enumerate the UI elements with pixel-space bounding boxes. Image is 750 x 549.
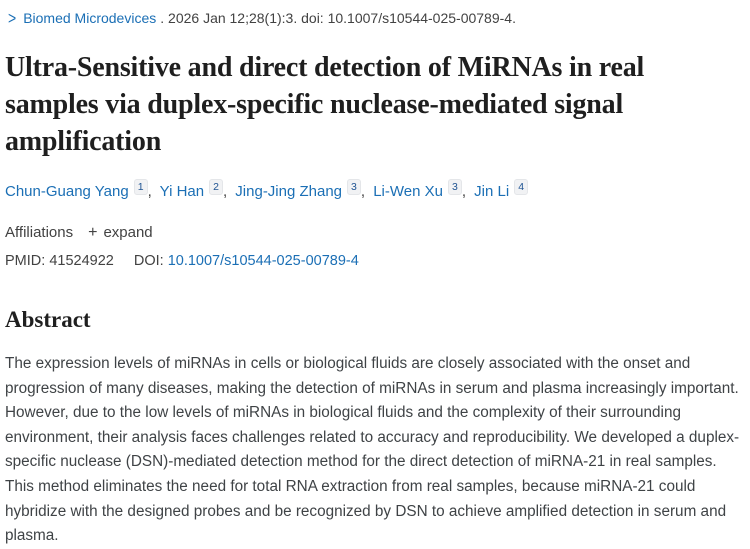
citation-text: . 2026 Jan 12;28(1):3. doi: 10.1007/s10544-025-00789-4. xyxy=(160,10,516,26)
journal-citation-row xyxy=(5,9,747,28)
author-list xyxy=(5,179,747,202)
doi-group xyxy=(134,253,359,269)
doi-link[interactable]: 10.1007/s10544-025-00789-4 xyxy=(167,253,359,269)
doi-label: DOI: xyxy=(133,253,164,269)
author-link[interactable]: Li-Wen Xu xyxy=(373,183,443,200)
author-item xyxy=(5,183,160,200)
abstract-text: The expression levels of miRNAs in cells or biological fluids are closely associated with the onset and progression of many diseases, making the detection of miRNAs in serum and plasma increasingly important. However, due to the low levels of miRNAs in biological fluids and the complexity of their surrounding environment, their analysis faces challenges related to accuracy and reproducibility. We developed a duplex-specific nuclease (DSN)-mediated detection method for the direct detection of miRNA-21 in real samples. This method eliminates the need for total RNA extraction from real samples, because miRNA-21 could hybridize with the designed probes and be recognized by DSN to achieve amplified detection in serum and plasma. xyxy=(5,355,740,545)
author-link[interactable]: Chun-Guang Yang xyxy=(5,183,129,200)
affiliations-row xyxy=(5,224,747,242)
plus-icon: + xyxy=(88,224,98,241)
author-link[interactable]: Jing-Jing Zhang xyxy=(235,183,343,200)
author-link[interactable]: Yi Han xyxy=(159,183,205,200)
author-separator: , xyxy=(147,183,152,200)
expand-label: expand xyxy=(103,224,153,241)
affiliation-number-badge[interactable]: 2 xyxy=(209,179,223,195)
author-item xyxy=(373,183,474,200)
author-item xyxy=(235,183,373,200)
author-separator: , xyxy=(222,183,228,200)
author-separator: , xyxy=(360,183,366,200)
affiliation-number-badge[interactable]: 3 xyxy=(347,179,361,195)
affiliations-label: Affiliations xyxy=(5,224,74,241)
affiliation-number-badge[interactable]: 3 xyxy=(448,179,462,195)
journal-link[interactable]: Biomed Microdevices xyxy=(23,10,157,26)
author-item xyxy=(474,183,528,200)
affiliation-number-badge[interactable]: 1 xyxy=(134,179,148,195)
expand-affiliations-button[interactable] xyxy=(88,224,153,242)
abstract-heading: Abstract xyxy=(5,307,91,332)
pmid-value: 41524922 xyxy=(49,253,114,269)
identifiers-row xyxy=(5,252,747,270)
article-title: Ultra-Sensitive and direct detection of MiRNAs in real samples via duplex-specific nuclease-mediated signal amplification xyxy=(5,52,645,157)
pmid-label: PMID: xyxy=(5,253,46,269)
author-separator: , xyxy=(461,183,466,200)
author-link[interactable]: Jin Li xyxy=(474,183,510,200)
chevron-right-icon[interactable]: > xyxy=(8,7,17,28)
affiliation-number-badge[interactable]: 4 xyxy=(514,179,528,195)
author-item xyxy=(160,183,236,200)
